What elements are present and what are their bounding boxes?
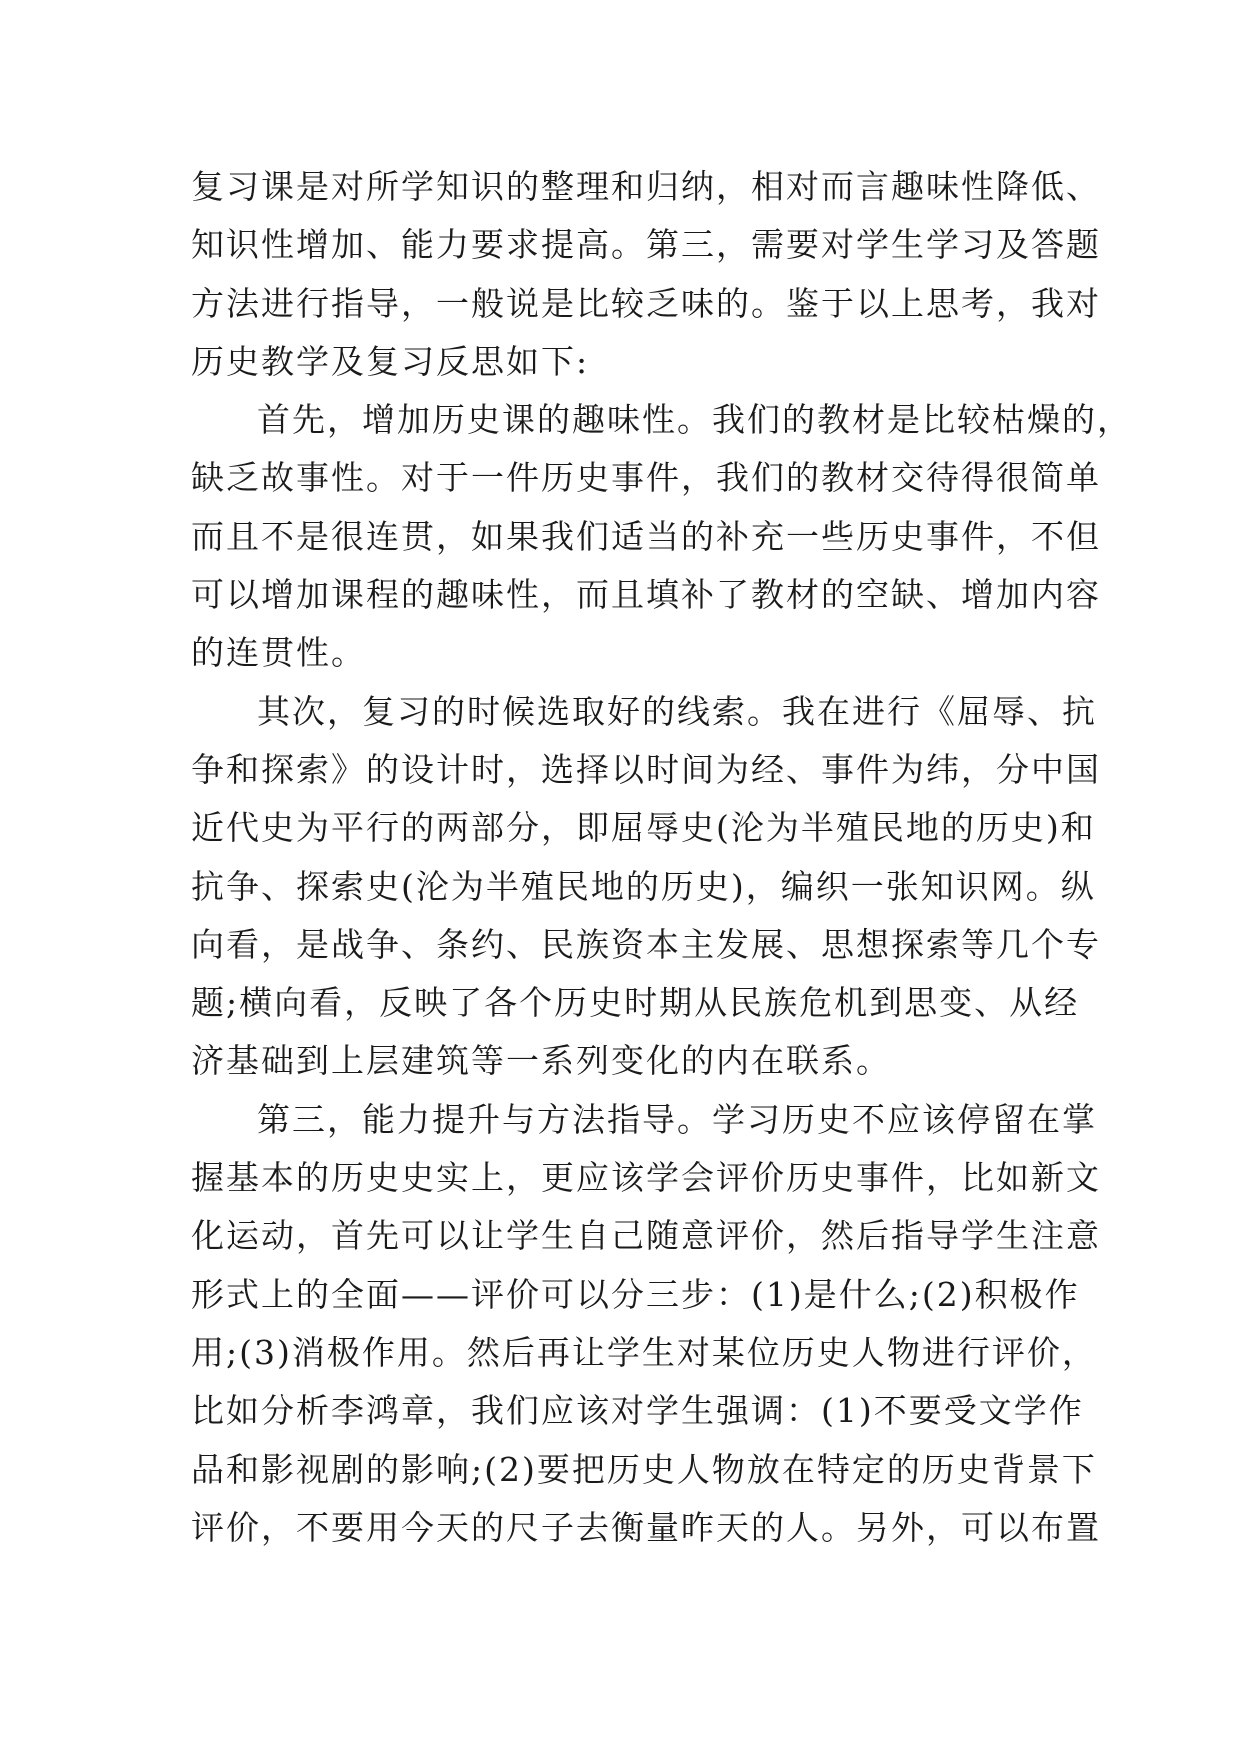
text-line: 济基础到上层建筑等一系列变化的内在联系。	[191, 1041, 891, 1081]
paragraph-first-line: 首先，增加历史课的趣味性。我们的教材是比较枯燥的，	[257, 400, 1132, 440]
text-line: 题;横向看，反映了各个历史时期从民族危机到思变、从经	[191, 983, 1080, 1023]
text-line: 方法进行指导，一般说是比较乏味的。鉴于以上思考，我对	[191, 283, 1101, 323]
text-line: 评价，不要用今天的尺子去衡量昨天的人。另外，可以布置	[191, 1507, 1101, 1547]
document-body	[191, 158, 1132, 1557]
text-line: 向看，是战争、条约、民族资本主发展、思想探索等几个专	[191, 924, 1101, 964]
text-line: 抗争、探索史(沦为半殖民地的历史)，编织一张知识网。纵	[191, 866, 1096, 906]
text-line: 历史教学及复习反思如下:	[191, 341, 590, 381]
paragraph-first-line: 第三，能力提升与方法指导。学习历史不应该停留在掌	[257, 1099, 1097, 1139]
text-line: 复习课是对所学知识的整理和归纳，相对而言趣味性降低、	[191, 167, 1101, 206]
text-line: 品和影视剧的影响;(2)要把历史人物放在特定的历史背景下	[191, 1449, 1097, 1489]
text-line: 握基本的历史史实上，更应该学会评价历史事件，比如新文	[191, 1158, 1101, 1198]
text-line: 用;(3)消极作用。然后再让学生对某位历史人物进行评价，	[191, 1332, 1097, 1372]
text-line: 而且不是很连贯，如果我们适当的补充一些历史事件，不但	[191, 516, 1101, 556]
paragraph-first-line: 其次，复习的时候选取好的线索。我在进行《屈辱、抗	[257, 691, 1097, 731]
text-line: 争和探索》的设计时，选择以时间为经、事件为纬，分中国	[191, 749, 1101, 789]
text-line: 的连贯性。	[191, 633, 366, 673]
text-line: 化运动，首先可以让学生自己随意评价，然后指导学生注意	[191, 1216, 1101, 1256]
text-line: 知识性增加、能力要求提高。第三，需要对学生学习及答题	[191, 225, 1101, 265]
text-line: 可以增加课程的趣味性，而且填补了教材的空缺、增加内容	[191, 575, 1101, 615]
text-line: 形式上的全面——评价可以分三步：(1)是什么;(2)积极作	[191, 1274, 1080, 1314]
text-line: 缺乏故事性。对于一件历史事件，我们的教材交待得很简单	[191, 458, 1101, 498]
text-line: 近代史为平行的两部分，即屈辱史(沦为半殖民地的历史)和	[191, 808, 1096, 848]
text-line: 比如分析李鸿章，我们应该对学生强调：(1)不要受文学作	[191, 1391, 1084, 1431]
